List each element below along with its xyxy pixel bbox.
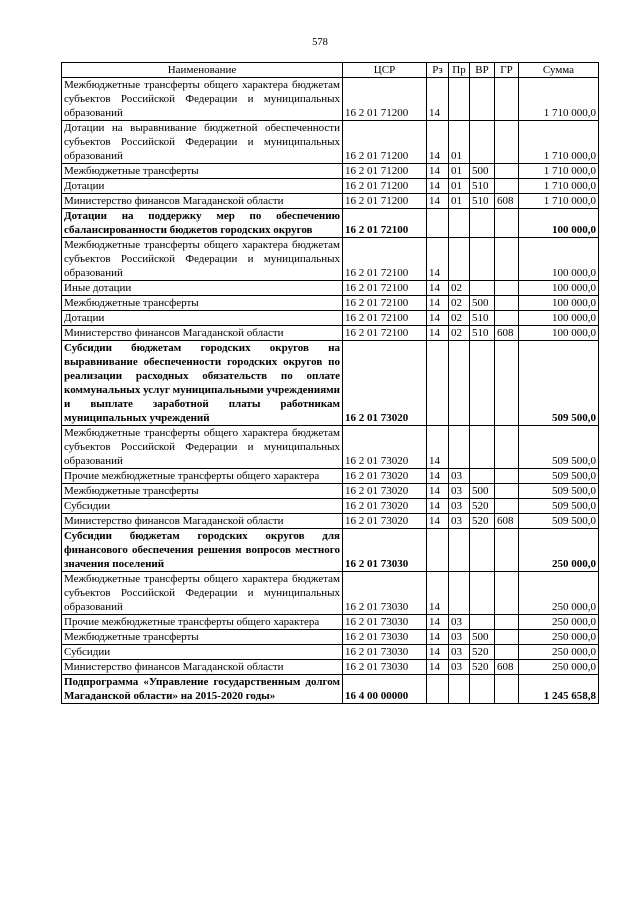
cell-sum: 509 500,0 <box>519 341 599 426</box>
cell-rz: 14 <box>427 469 449 484</box>
cell-sum: 250 000,0 <box>519 630 599 645</box>
cell-vr: 500 <box>470 296 495 311</box>
cell-gr <box>495 529 519 572</box>
budget-table <box>61 62 599 704</box>
cell-gr <box>495 572 519 615</box>
table-row <box>62 209 599 238</box>
cell-sum: 1 710 000,0 <box>519 121 599 164</box>
cell-name: Подпрограмма «Управление государственным долгом Магаданской области» на 2015-2020 годы» <box>62 675 343 704</box>
cell-csr: 16 2 01 73020 <box>343 469 427 484</box>
cell-pr: 03 <box>449 615 470 630</box>
cell-name: Министерство финансов Магаданской области <box>62 326 343 341</box>
cell-sum: 509 500,0 <box>519 469 599 484</box>
table-row <box>62 572 599 615</box>
cell-name: Субсидии бюджетам городских округов для финансового обеспечения решения вопросов местного значения поселений <box>62 529 343 572</box>
cell-pr: 01 <box>449 179 470 194</box>
cell-vr: 520 <box>470 499 495 514</box>
table-row <box>62 645 599 660</box>
cell-sum: 100 000,0 <box>519 296 599 311</box>
cell-sum: 100 000,0 <box>519 326 599 341</box>
cell-pr: 03 <box>449 469 470 484</box>
cell-pr: 01 <box>449 194 470 209</box>
cell-csr: 16 2 01 73030 <box>343 660 427 675</box>
table-row <box>62 615 599 630</box>
cell-pr: 02 <box>449 296 470 311</box>
cell-csr: 16 2 01 73020 <box>343 514 427 529</box>
cell-sum: 250 000,0 <box>519 615 599 630</box>
table-row <box>62 630 599 645</box>
cell-gr: 608 <box>495 514 519 529</box>
cell-name: Межбюджетные трансферты общего характера бюджетам субъектов Российской Федерации и муниципальных образований <box>62 238 343 281</box>
cell-vr: 510 <box>470 311 495 326</box>
table-row <box>62 326 599 341</box>
cell-gr <box>495 499 519 514</box>
cell-pr: 02 <box>449 311 470 326</box>
cell-gr <box>495 645 519 660</box>
cell-pr <box>449 529 470 572</box>
header-vr: ВР <box>470 63 495 78</box>
cell-rz <box>427 675 449 704</box>
cell-rz: 14 <box>427 121 449 164</box>
cell-gr: 608 <box>495 194 519 209</box>
cell-gr <box>495 281 519 296</box>
cell-csr: 16 2 01 72100 <box>343 238 427 281</box>
cell-rz: 14 <box>427 615 449 630</box>
cell-name: Дотации <box>62 179 343 194</box>
cell-csr: 16 2 01 71200 <box>343 78 427 121</box>
cell-gr <box>495 238 519 281</box>
cell-csr: 16 2 01 71200 <box>343 194 427 209</box>
cell-pr: 03 <box>449 645 470 660</box>
cell-sum: 509 500,0 <box>519 514 599 529</box>
cell-gr: 608 <box>495 660 519 675</box>
cell-name: Субсидии <box>62 645 343 660</box>
cell-vr: 520 <box>470 660 495 675</box>
header-csr: ЦСР <box>343 63 427 78</box>
cell-rz: 14 <box>427 179 449 194</box>
cell-sum: 250 000,0 <box>519 645 599 660</box>
cell-gr <box>495 121 519 164</box>
table-row <box>62 514 599 529</box>
cell-csr: 16 2 01 71200 <box>343 121 427 164</box>
cell-rz: 14 <box>427 194 449 209</box>
cell-gr <box>495 469 519 484</box>
cell-csr: 16 2 01 73030 <box>343 572 427 615</box>
table-row <box>62 281 599 296</box>
cell-name: Министерство финансов Магаданской области <box>62 514 343 529</box>
cell-vr <box>470 572 495 615</box>
cell-vr <box>470 469 495 484</box>
cell-name: Субсидии <box>62 499 343 514</box>
cell-vr <box>470 426 495 469</box>
cell-name: Межбюджетные трансферты общего характера бюджетам субъектов Российской Федерации и муниципальных образований <box>62 572 343 615</box>
cell-vr <box>470 675 495 704</box>
cell-vr: 510 <box>470 194 495 209</box>
table-row <box>62 78 599 121</box>
cell-csr: 16 2 01 73030 <box>343 645 427 660</box>
table-row <box>62 341 599 426</box>
cell-rz: 14 <box>427 630 449 645</box>
cell-sum: 250 000,0 <box>519 660 599 675</box>
cell-rz <box>427 529 449 572</box>
cell-csr: 16 2 01 72100 <box>343 209 427 238</box>
header-pr: Пр <box>449 63 470 78</box>
cell-pr <box>449 78 470 121</box>
cell-gr <box>495 164 519 179</box>
cell-rz: 14 <box>427 660 449 675</box>
cell-csr: 16 2 01 73020 <box>343 484 427 499</box>
cell-name: Дотации на выравнивание бюджетной обеспеченности субъектов Российской Федерации и муниципальных образований <box>62 121 343 164</box>
cell-sum: 100 000,0 <box>519 311 599 326</box>
cell-gr <box>495 296 519 311</box>
table-header-row <box>62 63 599 78</box>
cell-pr <box>449 238 470 281</box>
cell-sum: 1 245 658,8 <box>519 675 599 704</box>
cell-csr: 16 2 01 73030 <box>343 630 427 645</box>
cell-sum: 509 500,0 <box>519 426 599 469</box>
cell-pr: 02 <box>449 326 470 341</box>
table-row <box>62 675 599 704</box>
cell-rz: 14 <box>427 326 449 341</box>
cell-vr <box>470 529 495 572</box>
cell-vr <box>470 78 495 121</box>
cell-name: Министерство финансов Магаданской области <box>62 660 343 675</box>
cell-name: Субсидии бюджетам городских округов на выравнивание обеспеченности городских округов по реализации расходных обязательств по оплате коммунальных услуг муниципальными учреждениями и выплате заработной платы работникам муниципальных учреждений <box>62 341 343 426</box>
cell-name: Межбюджетные трансферты <box>62 164 343 179</box>
cell-pr <box>449 572 470 615</box>
table-row <box>62 238 599 281</box>
cell-sum: 100 000,0 <box>519 209 599 238</box>
cell-rz <box>427 209 449 238</box>
cell-pr: 03 <box>449 499 470 514</box>
cell-vr: 500 <box>470 164 495 179</box>
cell-gr <box>495 484 519 499</box>
cell-pr: 03 <box>449 630 470 645</box>
cell-vr: 500 <box>470 484 495 499</box>
cell-rz: 14 <box>427 426 449 469</box>
cell-rz: 14 <box>427 78 449 121</box>
cell-sum: 1 710 000,0 <box>519 194 599 209</box>
cell-gr <box>495 675 519 704</box>
cell-sum: 509 500,0 <box>519 499 599 514</box>
cell-name: Межбюджетные трансферты <box>62 630 343 645</box>
cell-name: Прочие межбюджетные трансферты общего характера <box>62 615 343 630</box>
cell-pr: 02 <box>449 281 470 296</box>
cell-gr <box>495 179 519 194</box>
cell-csr: 16 2 01 72100 <box>343 296 427 311</box>
table-row <box>62 426 599 469</box>
cell-pr <box>449 675 470 704</box>
cell-vr <box>470 281 495 296</box>
header-rz: Рз <box>427 63 449 78</box>
cell-name: Межбюджетные трансферты общего характера бюджетам субъектов Российской Федерации и муниципальных образований <box>62 426 343 469</box>
cell-csr: 16 2 01 72100 <box>343 326 427 341</box>
cell-csr: 16 2 01 72100 <box>343 281 427 296</box>
cell-pr <box>449 209 470 238</box>
cell-csr: 16 2 01 71200 <box>343 179 427 194</box>
cell-sum: 100 000,0 <box>519 281 599 296</box>
cell-gr: 608 <box>495 326 519 341</box>
cell-rz: 14 <box>427 238 449 281</box>
cell-rz: 14 <box>427 499 449 514</box>
cell-vr: 500 <box>470 630 495 645</box>
table-row <box>62 660 599 675</box>
cell-gr <box>495 341 519 426</box>
cell-vr <box>470 209 495 238</box>
cell-csr: 16 2 01 73020 <box>343 341 427 426</box>
table-row <box>62 499 599 514</box>
cell-rz: 14 <box>427 311 449 326</box>
cell-sum: 250 000,0 <box>519 529 599 572</box>
cell-gr <box>495 78 519 121</box>
table-row <box>62 469 599 484</box>
cell-csr: 16 2 01 73020 <box>343 499 427 514</box>
table-row <box>62 179 599 194</box>
cell-sum: 250 000,0 <box>519 572 599 615</box>
cell-gr <box>495 426 519 469</box>
table-row <box>62 296 599 311</box>
cell-gr <box>495 209 519 238</box>
cell-pr: 03 <box>449 514 470 529</box>
cell-rz: 14 <box>427 572 449 615</box>
page-number: 578 <box>312 37 328 48</box>
table-row <box>62 194 599 209</box>
table-row <box>62 121 599 164</box>
cell-sum: 100 000,0 <box>519 238 599 281</box>
cell-pr: 03 <box>449 660 470 675</box>
cell-vr: 510 <box>470 326 495 341</box>
cell-csr: 16 2 01 73030 <box>343 615 427 630</box>
cell-name: Межбюджетные трансферты <box>62 484 343 499</box>
cell-vr <box>470 238 495 281</box>
table-row <box>62 484 599 499</box>
cell-csr: 16 2 01 71200 <box>343 164 427 179</box>
cell-gr <box>495 615 519 630</box>
cell-name: Министерство финансов Магаданской области <box>62 194 343 209</box>
cell-name: Иные дотации <box>62 281 343 296</box>
cell-vr: 520 <box>470 514 495 529</box>
cell-sum: 1 710 000,0 <box>519 164 599 179</box>
cell-sum: 1 710 000,0 <box>519 179 599 194</box>
header-sum: Сумма <box>519 63 599 78</box>
cell-vr <box>470 341 495 426</box>
cell-sum: 1 710 000,0 <box>519 78 599 121</box>
table-row <box>62 164 599 179</box>
cell-name: Дотации на поддержку мер по обеспечению сбалансированности бюджетов городских округов <box>62 209 343 238</box>
cell-name: Межбюджетные трансферты общего характера бюджетам субъектов Российской Федерации и муниципальных образований <box>62 78 343 121</box>
cell-vr <box>470 615 495 630</box>
cell-csr: 16 4 00 00000 <box>343 675 427 704</box>
cell-csr: 16 2 01 73020 <box>343 426 427 469</box>
table-row <box>62 311 599 326</box>
header-name: Наименование <box>62 63 343 78</box>
header-gr: ГР <box>495 63 519 78</box>
cell-csr: 16 2 01 73030 <box>343 529 427 572</box>
cell-pr: 03 <box>449 484 470 499</box>
cell-gr <box>495 630 519 645</box>
cell-vr: 520 <box>470 645 495 660</box>
cell-rz: 14 <box>427 514 449 529</box>
cell-pr <box>449 341 470 426</box>
cell-name: Прочие межбюджетные трансферты общего характера <box>62 469 343 484</box>
cell-pr <box>449 426 470 469</box>
table-row <box>62 529 599 572</box>
cell-vr: 510 <box>470 179 495 194</box>
cell-rz: 14 <box>427 645 449 660</box>
cell-name: Дотации <box>62 311 343 326</box>
cell-pr: 01 <box>449 164 470 179</box>
cell-csr: 16 2 01 72100 <box>343 311 427 326</box>
cell-rz: 14 <box>427 484 449 499</box>
cell-gr <box>495 311 519 326</box>
cell-rz: 14 <box>427 164 449 179</box>
cell-pr: 01 <box>449 121 470 164</box>
table-body <box>62 78 599 704</box>
cell-rz: 14 <box>427 296 449 311</box>
cell-rz: 14 <box>427 281 449 296</box>
cell-name: Межбюджетные трансферты <box>62 296 343 311</box>
cell-rz <box>427 341 449 426</box>
cell-vr <box>470 121 495 164</box>
cell-sum: 509 500,0 <box>519 484 599 499</box>
